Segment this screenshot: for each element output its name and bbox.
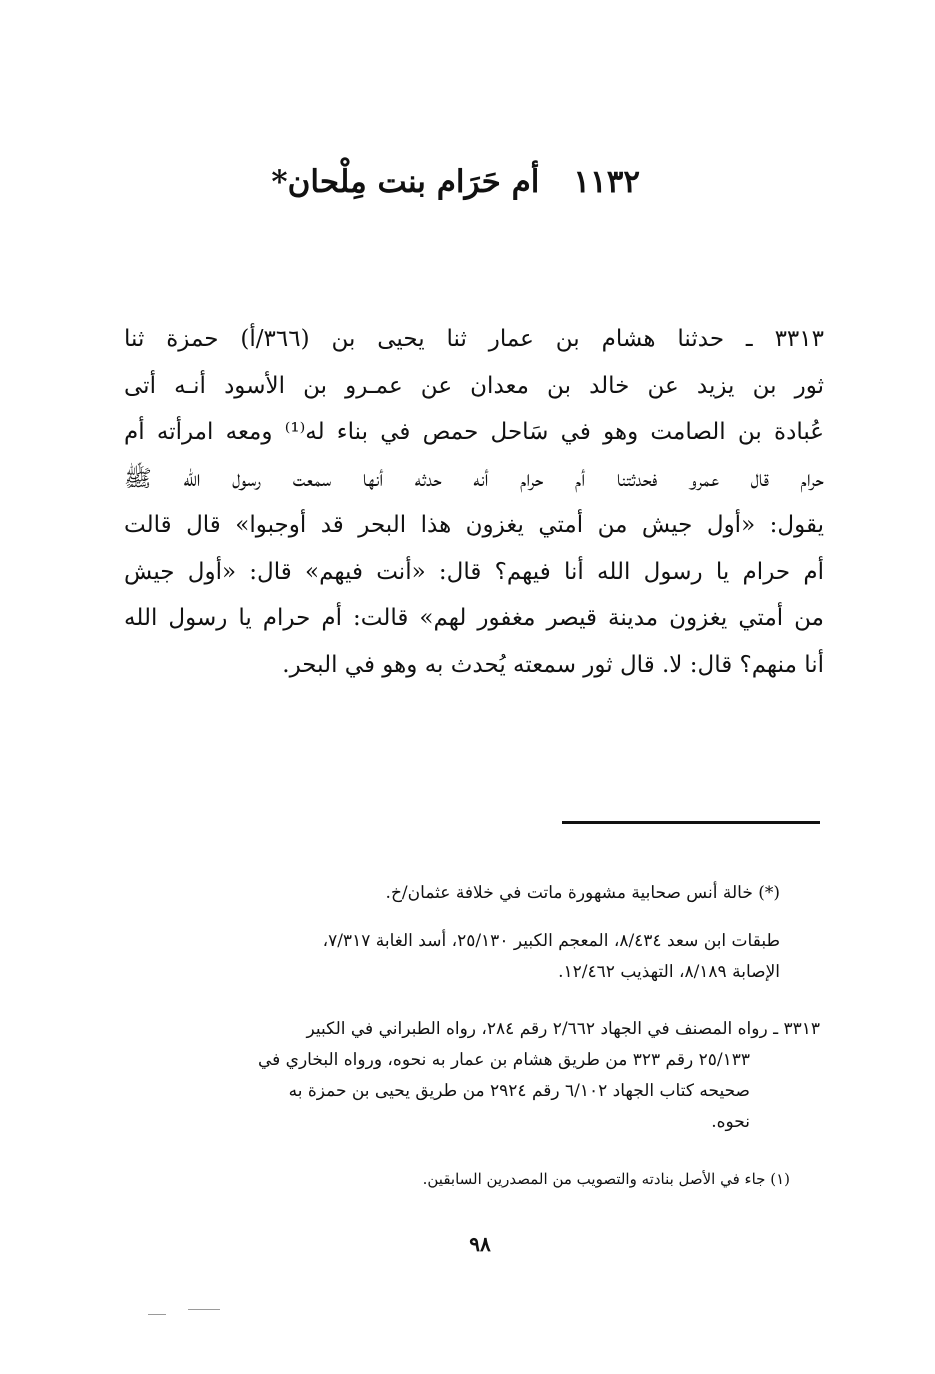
footnote-sources-line: طبقات ابن سعد ٨/٤٣٤، المعجم الكبير ٢٥/١٣٠، أسد الغابة ٧/٣١٧، [322, 931, 780, 951]
hadith-line: عُبادة بن الصامت وهو في سَاحل حمص في بناء له⁽¹⁾ ومعه امرأته أم [124, 419, 824, 445]
hadith-text [124, 316, 824, 688]
footnote-1: (١) جاء في الأصل بنادته والتصويب من المصدرين السابقين. [422, 1170, 790, 1188]
hadith-line: ٣٣١٣ ـ حدثنا هشام بن عمار ثنا يحيى بن (٣٦٦/أ) حمزة ثنا [124, 326, 824, 352]
chapter-name: أم حَرَام بنت مِلْحان* [271, 164, 540, 200]
hadith-line: ثور بن يزيد عن خالد بن معدان عن عمـرو بن الأسود أنـه أتى [124, 372, 824, 399]
hadith-line: أنا منهم؟ قال: لا. قال ثور سمعته يُحدث به وهو في البحر. [282, 651, 824, 678]
scan-artifact [188, 1309, 220, 1310]
footnote-separator [562, 821, 820, 824]
footnote-hadith-line: صحيحه كتاب الجهاد ٦/١٠٢ رقم ٢٩٢٤ من طريق يحيى بن حمزة به [288, 1081, 750, 1101]
footnote-sources [130, 926, 780, 988]
footnote-star: (*) خالة أنس صحابية مشهورة ماتت في خلافة عثمان/خ. [385, 883, 780, 903]
footnote-hadith-line: نحوه. [711, 1112, 750, 1132]
footnote-hadith [130, 1014, 820, 1138]
footnote-hadith-line: ٢٥/١٣٣ رقم ٣٢٣ من طريق هشام بن عمار به نحوه، ورواه البخاري في [257, 1050, 750, 1070]
footnote-hadith-line: ٣٣١٣ ـ رواه المصنف في الجهاد ٢/٦٦٢ رقم ٢٨٤، رواه الطبراني في الكبير [306, 1019, 820, 1039]
hadith-line: يقول: «أول جيش من أمتي يغزون هذا البحر قد أوجبوا» قال قالت [124, 512, 824, 538]
chapter-number: ١١٣٢ [573, 164, 640, 200]
footnote-sources-line: الإصابة ٨/١٨٩، التهذيب ١٢/٤٦٢. [558, 962, 780, 982]
scan-artifact [148, 1314, 166, 1315]
page-number: ٩٨ [469, 1232, 491, 1256]
chapter-title [271, 158, 640, 206]
hadith-line: أم حرام يا رسول الله أنا فيهم؟ قال: «أنت فيهم» قال: «أول جيش [124, 558, 824, 585]
hadith-line: حرام قال عمرو فحدثتنا أم حرام أنه حدثه أنها سمعت رسول الله ﷺ [124, 465, 824, 492]
hadith-line: من أمتي يغزون مدينة قيصر مغفور لهم» قالت: أم حرام يا رسول الله [124, 605, 824, 631]
